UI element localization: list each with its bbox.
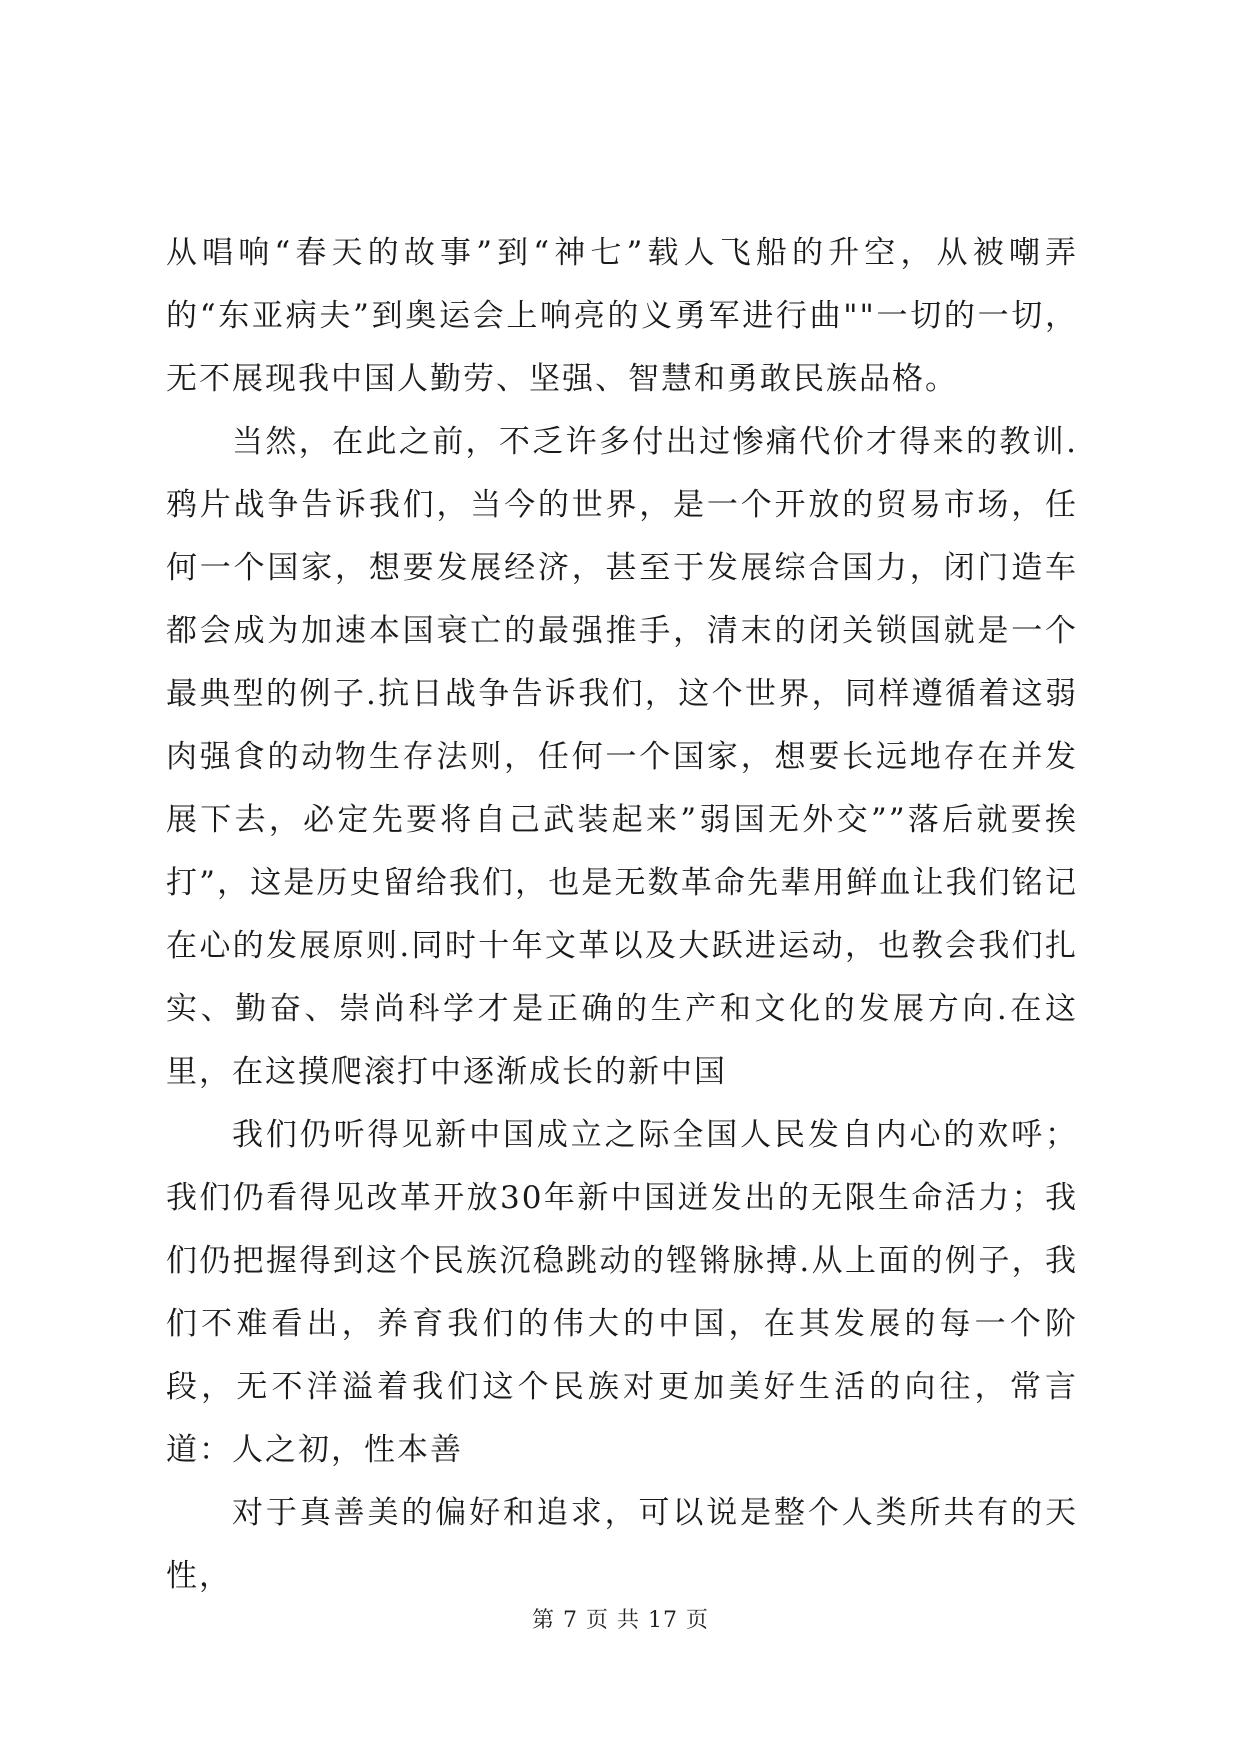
document-body <box>166 222 1078 1608</box>
page-number-footer: 第 7 页 共 17 页 <box>532 1608 709 1633</box>
paragraph-2: 当然，在此之前，不乏许多付出过惨痛代价才得来的教训.鸦片战争告诉我们，当今的世界，是一个开放的贸易市场，任何一个国家，想要发展经济，甚至于发展综合国力，闭门造车都会成为加速本国衰亡的最强推手，清末的闭关锁国就是一个最典型的例子.抗日战争告诉我们，这个世界，同样遵循着这弱肉强食的动物生存法则，任何一个国家，想要长远地存在并发展下去，必定先要将自己武装起来”弱国无外交””落后就要挨打”，这是历史留给我们，也是无数革命先辈用鲜血让我们铭记在心的发展原则.同时十年文革以及大跃进运动，也教会我们扎实、勤奋、崇尚科学才是正确的生产和文化的发展方向.在这里，在这摸爬滚打中逐渐成长的新中国 <box>166 424 1078 1090</box>
paragraph-1: 从唱响“春天的故事”到“神七”载人飞船的升空，从被嘲弄的“东亚病夫”到奥运会上响亮的义勇军进行曲""一切的一切，无不展现我中国人勤劳、坚强、智慧和勇敢民族品格。 <box>166 235 1078 397</box>
paragraph-3: 我们仍听得见新中国成立之际全国人民发自内心的欢呼；我们仍看得见改革开放30年新中国迸发出的无限生命活力；我们仍把握得到这个民族沉稳跳动的铿锵脉搏.从上面的例子，我们不难看出，养育我们的伟大的中国，在其发展的每一个阶段，无不洋溢着我们这个民族对更加美好生活的向往，常言道：人之初，性本善 <box>166 1117 1078 1468</box>
paragraph-4: 对于真善美的偏好和追求，可以说是整个人类所共有的天性， <box>166 1495 1078 1594</box>
